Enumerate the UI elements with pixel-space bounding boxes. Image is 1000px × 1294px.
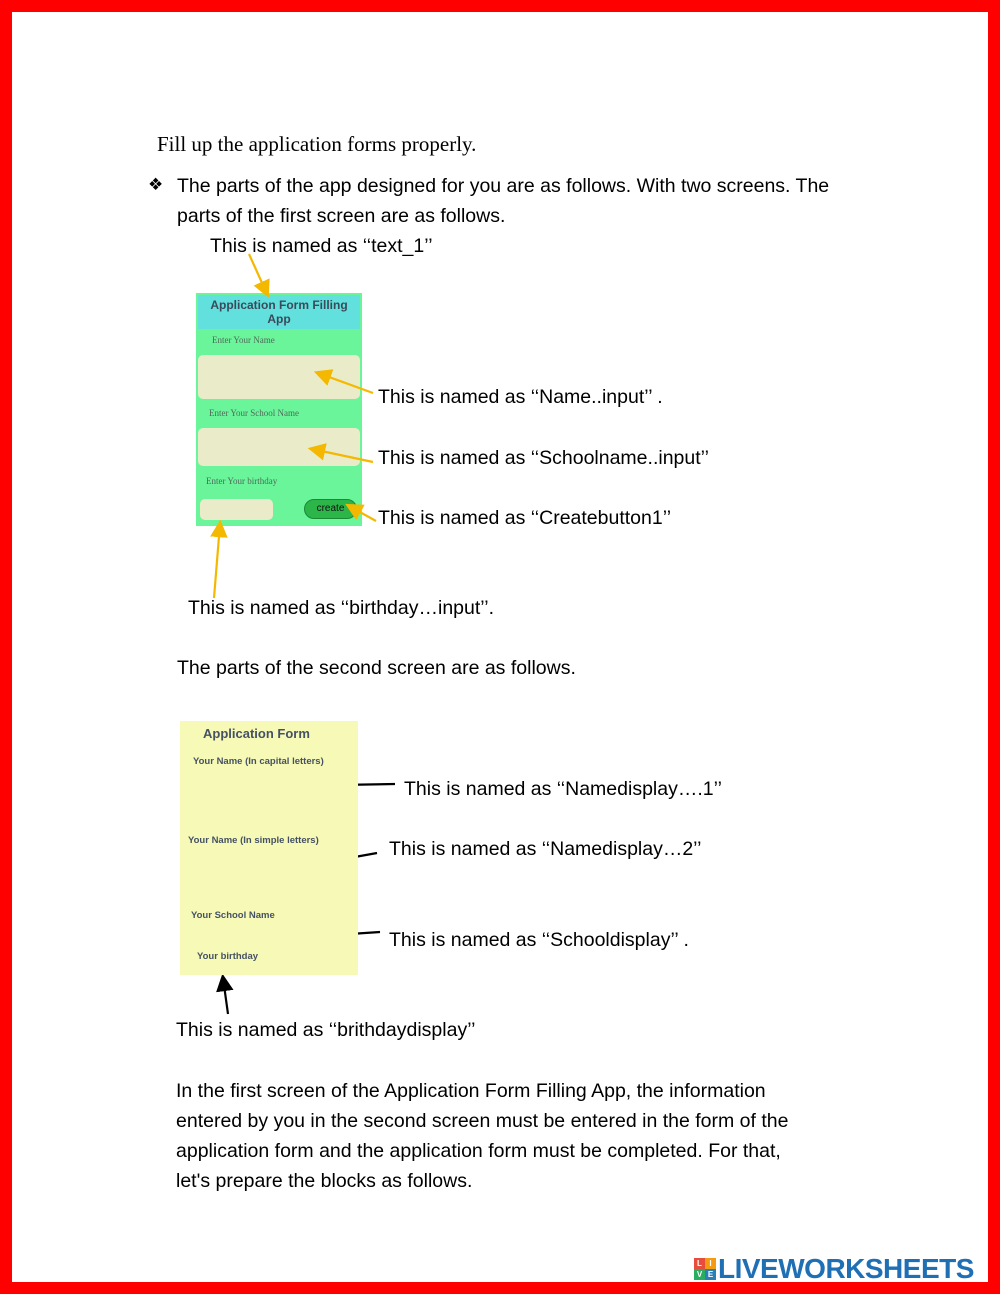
annotation-namedisplay2: This is named as ‘‘Namedisplay…2’’ <box>389 838 702 860</box>
school-display-label: Your School Name <box>191 910 275 921</box>
bullet-line-1: The parts of the app designed for you are as follows. With two screens. The <box>177 175 830 197</box>
second-screen-mockup <box>180 721 358 975</box>
closing-line-3: application form and the application form must be completed. For that, <box>176 1140 781 1162</box>
closing-line-2: entered by you in the second screen must be entered in the form of the <box>176 1110 789 1132</box>
arrow-birthdaydisplay <box>223 978 228 1014</box>
arrow-name-input <box>318 373 373 393</box>
screen1-arrows <box>214 254 376 598</box>
birthday-label: Enter Your birthday <box>206 476 278 486</box>
logo-mark-e: E <box>705 1269 716 1280</box>
annotation-schooldisplay: This is named as ‘‘Schooldisplay’’ . <box>389 929 689 951</box>
arrow-schoolname-input <box>312 449 373 462</box>
bullet-line-2: parts of the first screen are as follows. <box>177 205 506 227</box>
annotation-schoolname-input: This is named as ‘‘Schoolname..input’’ <box>378 447 709 469</box>
closing-paragraph <box>176 1076 788 1196</box>
closing-line-1: In the first screen of the Application Form Filling App, the information <box>176 1080 766 1102</box>
arrow-birthday-input <box>214 524 220 598</box>
logo-mark-l: L <box>694 1258 705 1269</box>
annotation-birthdaydisplay: This is named as ‘‘brithdaydisplay’’ <box>176 1019 476 1041</box>
second-screen-intro: The parts of the second screen are as follows. <box>177 657 576 679</box>
arrow-text1 <box>249 254 267 294</box>
annotation-createbutton: This is named as ‘‘Createbutton1’’ <box>378 507 672 529</box>
form-title: Application Form <box>203 726 310 741</box>
logo-mark-i: I <box>705 1258 716 1269</box>
name-caps-label: Your Name (In capital letters) <box>193 756 324 767</box>
app-title-text1: Application Form Filling App <box>198 295 360 329</box>
logo-mark-v: V <box>694 1269 705 1280</box>
annotation-namedisplay1: This is named as ‘‘Namedisplay….1’’ <box>404 778 722 800</box>
name-label: Enter Your Name <box>212 335 275 345</box>
annotation-birthday-input: This is named as ‘‘birthday…input’’. <box>188 597 495 619</box>
logo-mark-icon <box>694 1258 716 1280</box>
name-simple-label: Your Name (In simple letters) <box>188 835 319 846</box>
annotation-text1: This is named as ‘‘text_1’’ <box>210 235 433 257</box>
liveworksheets-logo <box>694 1255 974 1283</box>
create-button[interactable]: create <box>304 499 357 519</box>
bullet-icon: ❖ <box>148 175 164 194</box>
annotation-name-input: This is named as ‘‘Name..input’’ . <box>378 386 663 408</box>
school-label: Enter Your School Name <box>209 408 299 418</box>
closing-line-4: let's prepare the blocks as follows. <box>176 1170 473 1192</box>
logo-text: LIVEWORKSHEETS <box>718 1253 974 1284</box>
birthday-display-label: Your birthday <box>197 951 259 962</box>
arrow-createbutton <box>349 506 376 521</box>
intro-text: Fill up the application forms properly. <box>157 132 477 156</box>
